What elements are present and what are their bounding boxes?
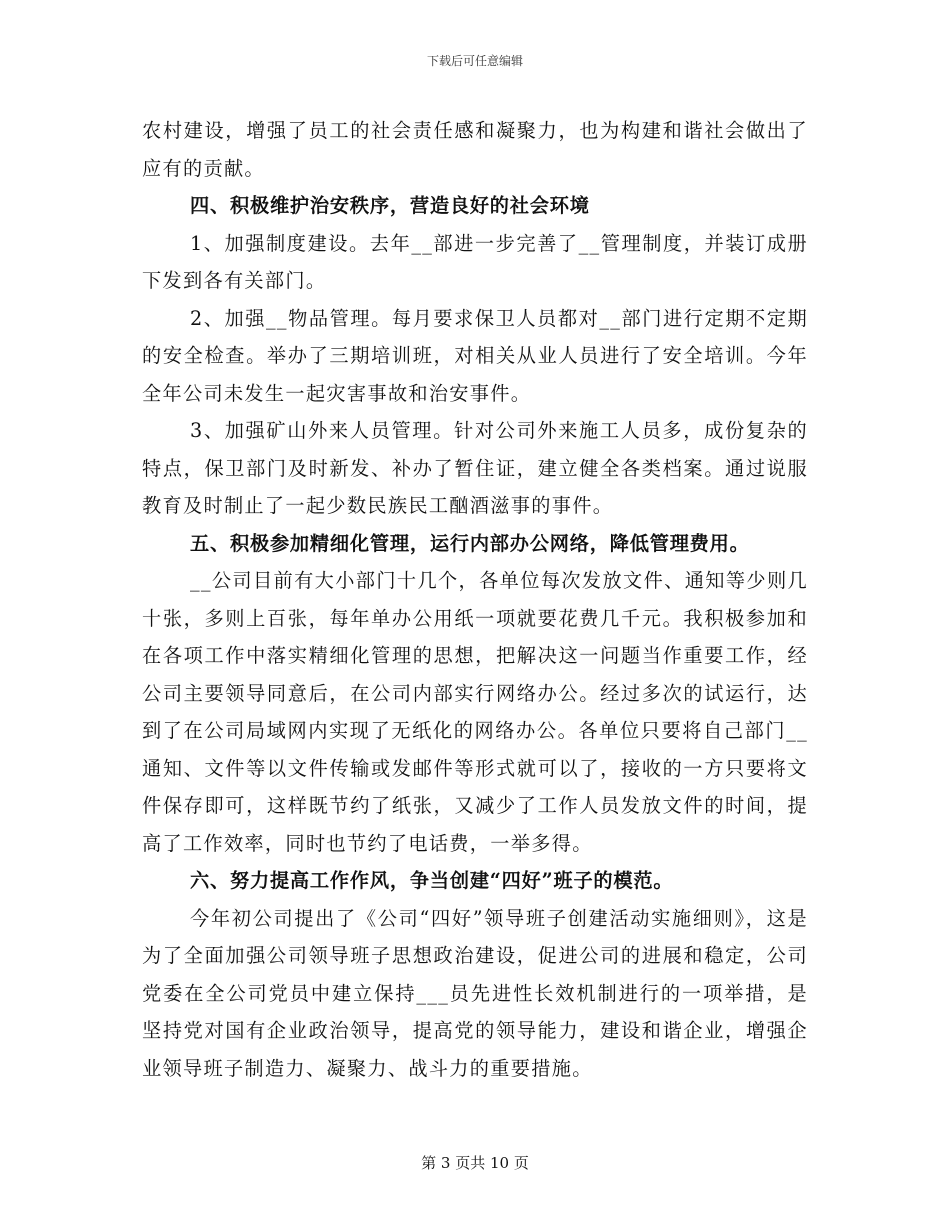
paragraph-item-1: 1、加强制度建设。去年__部进一步完善了__管理制度，并装订成册下发到各有关部门。 [142,231,808,292]
section-heading-6: 六、努力提高工作作风，争当创建“四好”班子的模范。 [190,869,674,892]
page-number: 第 3 页共 10 页 [421,1154,529,1172]
paragraph-office-network: __公司目前有大小部门十几个，各单位每次发放文件、通知等少则几十张，多则上百张，每年单办公用纸一项就要花费几千元。我积极参加和在各项工作中落实精细化管理的思想，把解决这一问题当作重要工作，经公司主要领导同意后，在公司内部实行网络办公。经过多次的试运行，达到了在公司局域网内实现了无纸化的网络办公。各单位只要将自己部门__通知、文件等以文件传输或发邮件等形式就可以了，接收的一方只要将文件保存即可，这样既节约了纸张，又减少了工作人员发放文件的时间，提高了工作效率，同时也节约了电话费，一举多得。 [142,569,808,855]
paragraph-continuation: 农村建设，增强了员工的社会责任感和凝聚力，也为构建和谐社会做出了应有的贡献。 [142,119,808,180]
paragraph-item-3: 3、加强矿山外来人员管理。针对公司外来施工人员多，成份复杂的特点，保卫部门及时新发、补办了暂住证，建立健全各类档案。通过说服教育及时制止了一起少数民族民工酗酒滋事的事件。 [142,419,808,517]
section-heading-4: 四、积极维护治安秩序，营造良好的社会环境 [190,194,590,217]
paragraph-four-good: 今年初公司提出了《公司“四好”领导班子创建活动实施细则》，这是为了全面加强公司领导班子思想政治建设，促进公司的进展和稳定，公司党委在全公司党员中建立保持___员先进性长效机制进行的一项举措，是坚持党对国有企业政治领导，提高党的领导能力，建设和谐企业，增强企业领导班子制造力、凝聚力、战斗力的重要措施。 [142,906,808,1080]
document-body [142,112,808,1087]
section-heading-5: 五、积极参加精细化管理，运行内部办公网络，降低管理费用。 [190,531,750,555]
paragraph-item-2: 2、加强__物品管理。每月要求保卫人员都对__部门进行定期不定期的安全检查。举办了三期培训班，对相关从业人员进行了安全培训。今年全年公司未发生一起灾害事故和治安事件。 [142,306,808,405]
page-header-note: 下载后可任意编辑 [426,54,523,68]
